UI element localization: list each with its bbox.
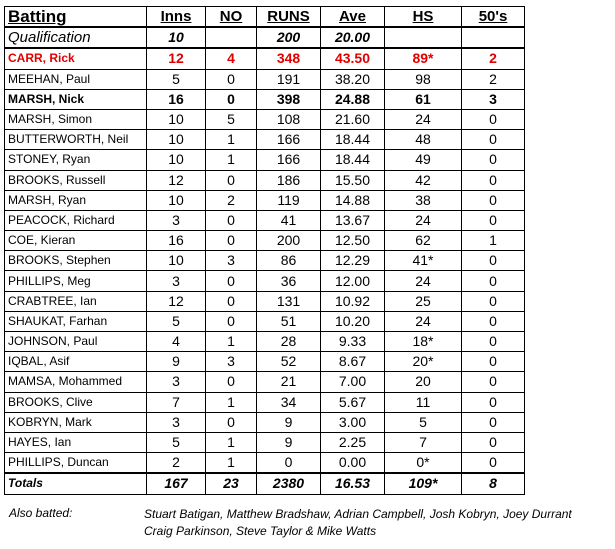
table-row-hs-cell: 42	[385, 170, 462, 190]
table-row-player-cell: MEEHAN, Paul	[5, 69, 147, 89]
table-row-fifties-cell: 3	[462, 89, 525, 109]
table-row-runs-cell: 86	[257, 251, 321, 271]
header-row-hs-cell: HS	[385, 7, 462, 28]
qualification-row-player-cell: Qualification	[5, 27, 147, 48]
table-row-inns-cell: 3	[147, 210, 206, 230]
totals-row-fifties-cell: 8	[462, 473, 525, 494]
table-row	[5, 291, 525, 311]
header-row-inns-cell: Inns	[147, 7, 206, 28]
table-row-ave-cell: 18.44	[321, 130, 385, 150]
table-row-hs-cell: 48	[385, 130, 462, 150]
table-row	[5, 392, 525, 412]
table-row-player-cell: CRABTREE, Ian	[5, 291, 147, 311]
table-row-ave-cell: 15.50	[321, 170, 385, 190]
header-row-ave-cell: Ave	[321, 7, 385, 28]
table-row-ave-cell: 12.29	[321, 251, 385, 271]
table-row-fifties-cell: 0	[462, 372, 525, 392]
table-row-player-cell: SHAUKAT, Farhan	[5, 311, 147, 331]
table-row-ave-cell: 14.88	[321, 190, 385, 210]
table-row-no-cell: 0	[206, 210, 257, 230]
table-row-fifties-cell: 0	[462, 271, 525, 291]
table-row-inns-cell: 10	[147, 190, 206, 210]
qualification-row	[5, 27, 525, 48]
table-row	[5, 271, 525, 291]
table-row-no-cell: 0	[206, 372, 257, 392]
table-row-fifties-cell: 0	[462, 150, 525, 170]
table-row-ave-cell: 10.92	[321, 291, 385, 311]
table-row	[5, 190, 525, 210]
table-row-runs-cell: 0	[257, 453, 321, 474]
table-row-hs-cell: 20	[385, 372, 462, 392]
qualification-row-fifties-cell	[462, 27, 525, 48]
table-row-player-cell: CARR, Rick	[5, 48, 147, 69]
table-row-player-cell: STONEY, Ryan	[5, 150, 147, 170]
table-row-inns-cell: 10	[147, 251, 206, 271]
table-row-ave-cell: 24.88	[321, 89, 385, 109]
table-row-fifties-cell: 0	[462, 311, 525, 331]
table-row	[5, 130, 525, 150]
table-row-runs-cell: 52	[257, 352, 321, 372]
table-row	[5, 352, 525, 372]
also-batted-names	[144, 506, 572, 540]
table-row-inns-cell: 5	[147, 432, 206, 452]
table-row-no-cell: 0	[206, 89, 257, 109]
table-row-no-cell: 0	[206, 412, 257, 432]
table-row	[5, 311, 525, 331]
table-row-runs-cell: 166	[257, 130, 321, 150]
header-row-player-cell: Batting	[5, 7, 147, 28]
table-row-player-cell: PHILLIPS, Meg	[5, 271, 147, 291]
table-row-runs-cell: 200	[257, 231, 321, 251]
qualification-row-runs-cell: 200	[257, 27, 321, 48]
table-row-fifties-cell: 0	[462, 453, 525, 474]
table-row-hs-cell: 0*	[385, 453, 462, 474]
table-row-fifties-cell: 2	[462, 69, 525, 89]
table-row-player-cell: BUTTERWORTH, Neil	[5, 130, 147, 150]
table-row-fifties-cell: 0	[462, 130, 525, 150]
table-row-ave-cell: 43.50	[321, 48, 385, 69]
table-row	[5, 332, 525, 352]
table-row-hs-cell: 5	[385, 412, 462, 432]
table-row-player-cell: MARSH, Simon	[5, 109, 147, 129]
table-row-ave-cell: 12.00	[321, 271, 385, 291]
table-row-no-cell: 0	[206, 170, 257, 190]
table-row	[5, 210, 525, 230]
table-row-ave-cell: 8.67	[321, 352, 385, 372]
table-row-fifties-cell: 0	[462, 291, 525, 311]
table-row-inns-cell: 2	[147, 453, 206, 474]
table-row-ave-cell: 21.60	[321, 109, 385, 129]
table-row-inns-cell: 10	[147, 130, 206, 150]
table-row-player-cell: COE, Kieran	[5, 231, 147, 251]
table-row-runs-cell: 41	[257, 210, 321, 230]
table-row-fifties-cell: 0	[462, 210, 525, 230]
table-row-fifties-cell: 0	[462, 392, 525, 412]
totals-row-inns-cell: 167	[147, 473, 206, 494]
qualification-row-no-cell	[206, 27, 257, 48]
table-row-fifties-cell: 1	[462, 231, 525, 251]
table-row-inns-cell: 7	[147, 392, 206, 412]
table-row-hs-cell: 24	[385, 210, 462, 230]
table-row-runs-cell: 348	[257, 48, 321, 69]
table-row-inns-cell: 12	[147, 170, 206, 190]
qualification-row-inns-cell: 10	[147, 27, 206, 48]
table-row-hs-cell: 89*	[385, 48, 462, 69]
table-row-inns-cell: 16	[147, 89, 206, 109]
table-row-ave-cell: 0.00	[321, 453, 385, 474]
table-row-no-cell: 0	[206, 311, 257, 331]
table-row-hs-cell: 49	[385, 150, 462, 170]
table-row	[5, 89, 525, 109]
table-row-ave-cell: 13.67	[321, 210, 385, 230]
table-row-no-cell: 0	[206, 291, 257, 311]
table-row-no-cell: 3	[206, 251, 257, 271]
table-row-fifties-cell: 0	[462, 109, 525, 129]
table-row-player-cell: PHILLIPS, Duncan	[5, 453, 147, 474]
table-row-ave-cell: 10.20	[321, 311, 385, 331]
table-row-fifties-cell: 0	[462, 412, 525, 432]
table-row-runs-cell: 9	[257, 412, 321, 432]
table-row-hs-cell: 62	[385, 231, 462, 251]
table-row	[5, 453, 525, 474]
table-row-ave-cell: 2.25	[321, 432, 385, 452]
table-row-no-cell: 1	[206, 392, 257, 412]
table-row-player-cell: MARSH, Nick	[5, 89, 147, 109]
totals-row-player-cell: Totals	[5, 473, 147, 494]
table-row-runs-cell: 119	[257, 190, 321, 210]
table-row-fifties-cell: 0	[462, 432, 525, 452]
table-row-no-cell: 5	[206, 109, 257, 129]
table-row-fifties-cell: 0	[462, 352, 525, 372]
table-row-runs-cell: 36	[257, 271, 321, 291]
totals-row	[5, 473, 525, 494]
table-row-hs-cell: 61	[385, 89, 462, 109]
table-row-ave-cell: 7.00	[321, 372, 385, 392]
also-batted-label: Also batted:	[9, 506, 73, 520]
table-row	[5, 170, 525, 190]
table-row-player-cell: BROOKS, Clive	[5, 392, 147, 412]
header-row-no-cell: NO	[206, 7, 257, 28]
table-row-inns-cell: 3	[147, 412, 206, 432]
table-row	[5, 372, 525, 392]
table-row-inns-cell: 12	[147, 48, 206, 69]
table-row-no-cell: 1	[206, 332, 257, 352]
table-row-player-cell: HAYES, Ian	[5, 432, 147, 452]
table-row-inns-cell: 10	[147, 109, 206, 129]
table-row-hs-cell: 18*	[385, 332, 462, 352]
table-row-player-cell: IQBAL, Asif	[5, 352, 147, 372]
table-row-runs-cell: 166	[257, 150, 321, 170]
table-row	[5, 109, 525, 129]
table-row-ave-cell: 9.33	[321, 332, 385, 352]
totals-row-runs-cell: 2380	[257, 473, 321, 494]
table-row-runs-cell: 131	[257, 291, 321, 311]
table-row-hs-cell: 7	[385, 432, 462, 452]
table-row-no-cell: 0	[206, 69, 257, 89]
table-row-fifties-cell: 0	[462, 251, 525, 271]
table-row	[5, 231, 525, 251]
table-row	[5, 150, 525, 170]
table-row-hs-cell: 24	[385, 271, 462, 291]
table-row-hs-cell: 24	[385, 109, 462, 129]
totals-row-ave-cell: 16.53	[321, 473, 385, 494]
table-row-hs-cell: 11	[385, 392, 462, 412]
table-row-inns-cell: 4	[147, 332, 206, 352]
table-row-player-cell: MAMSA, Mohammed	[5, 372, 147, 392]
table-row-inns-cell: 3	[147, 372, 206, 392]
table-row	[5, 412, 525, 432]
table-row-runs-cell: 21	[257, 372, 321, 392]
table-row-runs-cell: 34	[257, 392, 321, 412]
header-row-fifties-cell: 50's	[462, 7, 525, 28]
table-row-runs-cell: 186	[257, 170, 321, 190]
table-row-no-cell: 4	[206, 48, 257, 69]
qualification-row-ave-cell: 20.00	[321, 27, 385, 48]
table-row-hs-cell: 98	[385, 69, 462, 89]
table-row-no-cell: 1	[206, 453, 257, 474]
table-row-ave-cell: 12.50	[321, 231, 385, 251]
table-row-ave-cell: 18.44	[321, 150, 385, 170]
table-row	[5, 432, 525, 452]
also-batted-line-1: Stuart Batigan, Matthew Bradshaw, Adrian Campbell, Josh Kobryn, Joey Durrant	[144, 507, 572, 521]
table-row-fifties-cell: 2	[462, 48, 525, 69]
table-row-inns-cell: 16	[147, 231, 206, 251]
table-row-no-cell: 2	[206, 190, 257, 210]
totals-row-hs-cell: 109*	[385, 473, 462, 494]
table-row-no-cell: 0	[206, 231, 257, 251]
table-row-hs-cell: 24	[385, 311, 462, 331]
table-row-no-cell: 1	[206, 130, 257, 150]
table-row-hs-cell: 41*	[385, 251, 462, 271]
table-row-runs-cell: 51	[257, 311, 321, 331]
table-row-fifties-cell: 0	[462, 332, 525, 352]
table-row-no-cell: 3	[206, 352, 257, 372]
table-row-player-cell: PEACOCK, Richard	[5, 210, 147, 230]
table-row-no-cell: 1	[206, 432, 257, 452]
table-row-ave-cell: 3.00	[321, 412, 385, 432]
table-row-ave-cell: 5.67	[321, 392, 385, 412]
table-row-runs-cell: 108	[257, 109, 321, 129]
table-row-no-cell: 1	[206, 150, 257, 170]
table-row-ave-cell: 38.20	[321, 69, 385, 89]
table-row-fifties-cell: 0	[462, 190, 525, 210]
table-row-runs-cell: 191	[257, 69, 321, 89]
table-row-inns-cell: 12	[147, 291, 206, 311]
table-row-hs-cell: 20*	[385, 352, 462, 372]
totals-row-no-cell: 23	[206, 473, 257, 494]
table-row-player-cell: BROOKS, Stephen	[5, 251, 147, 271]
table-row-player-cell: MARSH, Ryan	[5, 190, 147, 210]
table-row-player-cell: KOBRYN, Mark	[5, 412, 147, 432]
table-row-inns-cell: 3	[147, 271, 206, 291]
table-row-hs-cell: 38	[385, 190, 462, 210]
header-row-runs-cell: RUNS	[257, 7, 321, 28]
also-batted-line-2: Craig Parkinson, Steve Taylor & Mike Watts	[144, 524, 377, 538]
table-row	[5, 69, 525, 89]
table-row-runs-cell: 398	[257, 89, 321, 109]
table-row	[5, 48, 525, 69]
qualification-row-hs-cell	[385, 27, 462, 48]
table-row-player-cell: JOHNSON, Paul	[5, 332, 147, 352]
table-row-hs-cell: 25	[385, 291, 462, 311]
table-row-no-cell: 0	[206, 271, 257, 291]
batting-averages-table	[4, 6, 525, 495]
table-row-runs-cell: 9	[257, 432, 321, 452]
table-row-inns-cell: 5	[147, 311, 206, 331]
table-row-inns-cell: 10	[147, 150, 206, 170]
table-row-inns-cell: 5	[147, 69, 206, 89]
table-row-fifties-cell: 0	[462, 170, 525, 190]
table-row-inns-cell: 9	[147, 352, 206, 372]
table-row-runs-cell: 28	[257, 332, 321, 352]
table-row-player-cell: BROOKS, Russell	[5, 170, 147, 190]
table-row	[5, 251, 525, 271]
header-row	[5, 7, 525, 28]
